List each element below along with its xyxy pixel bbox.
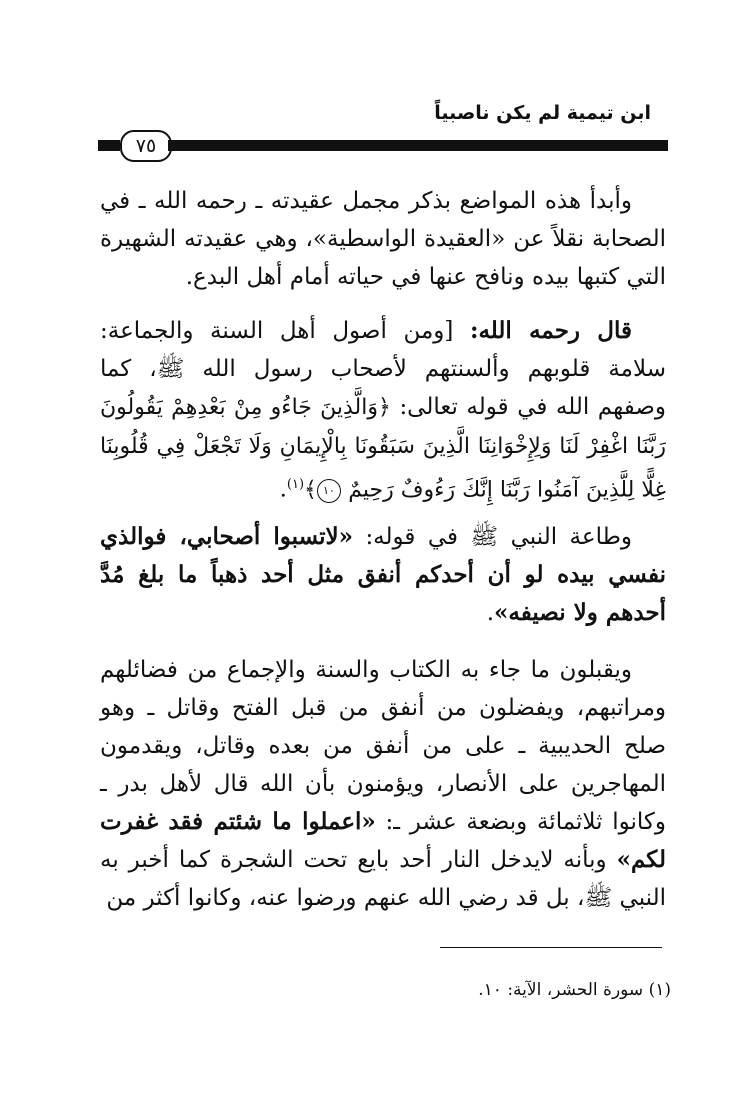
quran-close-bracket: ﴾ — [304, 477, 317, 503]
paragraph-4 — [100, 651, 666, 917]
paragraph-2 — [100, 312, 666, 510]
paragraph-4-part1: ويقبلون ما جاء به الكتاب والسنة والإجماع من فضائلهم ومراتبهم، ويفضلون من أنفق من قبل الفتح وقاتل ـ وهو صلح الحديبية ـ على من أنفق من بعده وقاتل، ويقدمون المهاجرين على الأنصار، ويؤمنون بأن الله قال لأهل بدر ـ وكانوا ثلاثمائة وبضعة عشر ـ: — [100, 657, 666, 835]
hadith-quote: «لاتسبوا أصحابي، فوالذي نفسي بيده لو أن أحدكم أنفق مثل أحد ذهباً ما بلغ مُدَّ أحدهم ولا نصيفه» — [100, 523, 666, 626]
paragraph-1-text: وأبدأ هذه المواضع بذكر مجمل عقيدته ـ رحمه الله ـ في الصحابة نقلاً عن «العقيدة الواسطية»، وهي عقيدته الشهيرة التي كتبها بيده ونافح عنها في حياته أمام أهل البدع. — [100, 188, 666, 290]
ayah-number-mark: ١٠ — [317, 479, 341, 503]
paragraph-3-intro: وطاعة النبي ﷺ في قوله: — [365, 524, 632, 550]
paragraph-1 — [100, 182, 666, 296]
paragraph-2-lead: قال رحمه الله: — [469, 317, 633, 344]
paragraph-4-bold-quote: «اعملوا ما شئتم فقد غفرت لكم» — [100, 808, 666, 873]
paragraph-2-end: . — [279, 476, 287, 503]
header-rule-main — [168, 140, 668, 151]
header-rule — [98, 130, 668, 160]
header-rule-left — [98, 140, 120, 151]
footnote-reference[interactable]: (١) — [286, 477, 305, 492]
footnote: (١) سورة الحشر، الآية: ١٠. — [478, 980, 671, 1000]
page-number: ٧٥ — [120, 130, 172, 162]
quran-verse: ﴿وَالَّذِينَ جَاءُو مِنْ بَعْدِهِمْ يَقُولُونَ رَبَّنَا اغْفِرْ لَنَا وَلِإِخْوَانِنَا الَّذِينَ سَبَقُونَا بِالْإِيمَانِ وَلَا تَجْعَلْ فِي قُلُوبِنَا غِلًّا لِلَّذِينَ آمَنُوا رَبَّنَا إِنَّكَ رَءُوفٌ رَحِيمٌ — [100, 395, 666, 503]
running-title: ابن تيمية لم يكن ناصبياً — [434, 102, 651, 124]
paragraph-2-text: [ومن أصول أهل السنة والجماعة: سلامة قلوبهم وألسنتهم لأصحاب رسول الله ﷺ، كما وصفهم الله في قوله تعالى: — [100, 318, 666, 420]
paragraph-4-part2: وبأنه لايدخل النار أحد بايع تحت الشجرة كما أخبر به النبي ﷺ، بل قد رضي الله عنهم ورضوا عنه، وكانوا أكثر من — [100, 847, 666, 911]
footnote-separator — [440, 947, 662, 948]
paragraph-3-end: . — [486, 600, 495, 626]
paragraph-3 — [100, 518, 666, 632]
